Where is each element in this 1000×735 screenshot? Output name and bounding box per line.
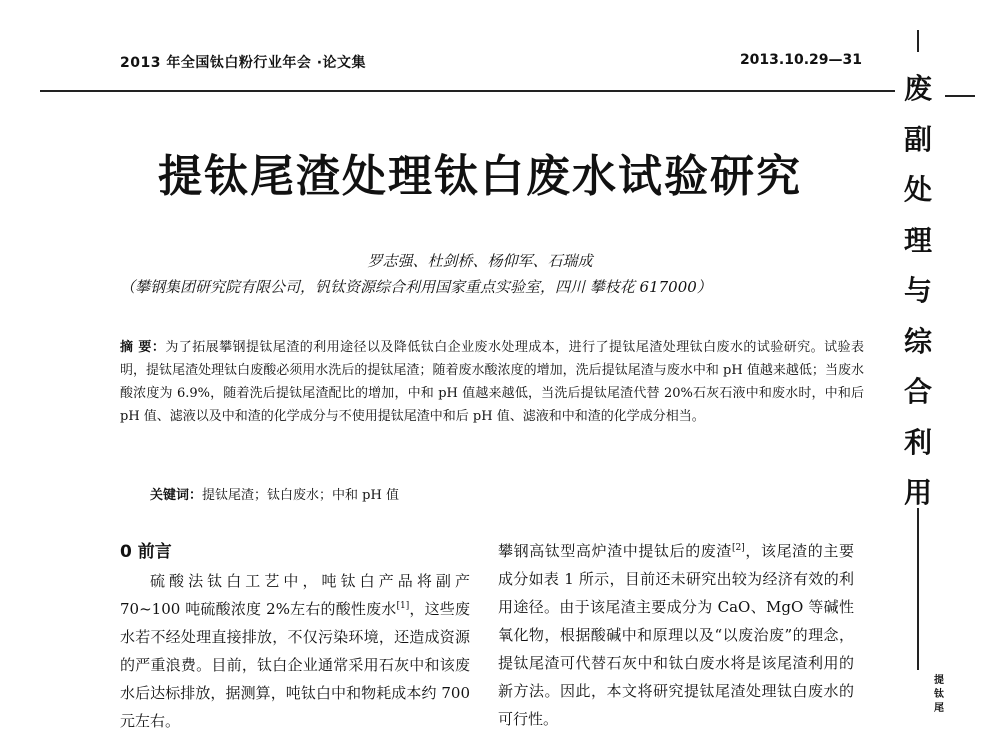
- paper-title: 提钛尾渣处理钛白废水试验研究: [158, 151, 802, 202]
- conference-dates: 2013.10.29—31: [739, 52, 862, 68]
- sidebar-char: 与: [903, 274, 932, 307]
- sidebar-char: 利: [903, 425, 932, 459]
- header-rule: [40, 90, 895, 92]
- body-column-right: [498, 537, 854, 733]
- citation: [2]: [732, 543, 745, 553]
- sidebar-char: 处: [903, 173, 932, 206]
- author-list: 罗志强、杜剑桥、杨仰军、石瑞成: [367, 252, 593, 270]
- sidebar-char: 合: [903, 375, 932, 408]
- sidebar-char: 综: [903, 324, 932, 358]
- body-text: 硫酸法钛白工艺中，吨钛白产品将副产 70~100 吨硫酸浓度 2%左右的酸性废水: [120, 572, 470, 618]
- sidebar-rule: [945, 95, 975, 97]
- body-text: 攀钢高钛型高炉渣中提钛后的废渣: [498, 542, 733, 560]
- sidebar-char: 理: [903, 223, 932, 257]
- sidebar-bottom-char: 钛: [934, 689, 944, 700]
- abstract-text: 为了拓展攀钢提钛尾渣的利用途径以及降低钛白企业废水处理成本，进行了提钛尾渣处理钛白废水的试验研究。试验表明，提钛尾渣处理钛白废酸必须用水洗后的提钛尾渣；随着废水酸浓度的增加，洗后提钛尾渣与废水中和 pH 值越来越低；当废水酸浓度为 6.9%，随着洗后提钛尾渣配比的增加，中和 pH 值越来越低，当洗后提钛尾渣代替 20%石灰石液中和废水时，中和后 pH 值、滤液以及中和渣的化学成分与不使用提钛尾渣中和后 pH 值、滤液和中和渣的化学成分相当。: [120, 340, 864, 424]
- body-text: ，这些废水若不经处理直接排放，不仅污染环境，还造成资源的严重浪费。目前，钛白企业通常采用石灰中和该废水后达标排放，据测算，吨钛白中和物耗成本约 700 元左右。: [120, 600, 470, 730]
- sidebar-char: 用: [903, 476, 932, 509]
- affiliation: （攀钢集团研究院有限公司，钒钛资源综合利用国家重点实验室，四川 攀枝花 617000）: [120, 278, 712, 296]
- sidebar-line-top: [917, 30, 919, 52]
- body-column-left: [120, 567, 470, 735]
- section-sidebar: [893, 64, 943, 519]
- body-text: ，该尾渣的主要成分如表 1 所示，目前还未研究出较为经济有效的利用途径。由于该尾渣主要成分为 CaO、MgO 等碱性氧化物，根据酸碱中和原理以及“以废治废”的理念，提钛尾渣可代替石灰中和钛白废水将是该尾渣利用的新方法。因此，本文将研究提钛尾渣处理钛白废水的可行性。: [498, 542, 854, 728]
- sidebar-char: 副: [903, 122, 932, 156]
- sidebar-line-bottom: [917, 508, 919, 670]
- sidebar-bottom-char: 尾: [934, 703, 944, 714]
- sidebar-bottom-char: 提: [934, 675, 944, 686]
- sidebar-char: 废: [903, 72, 932, 105]
- keywords-label: 关键词：: [150, 488, 203, 503]
- section-heading: 0 前言: [120, 542, 172, 562]
- keywords: [150, 484, 850, 503]
- running-header: 2013 年全国钛白粉行业年会 ·论文集: [120, 55, 367, 71]
- keywords-text: 提钛尾渣；钛白废水；中和 pH 值: [202, 488, 399, 503]
- abstract-label: 摘 要：: [120, 340, 166, 355]
- abstract: [120, 336, 864, 428]
- citation: [1]: [396, 601, 410, 611]
- sidebar-short-title: [927, 674, 951, 716]
